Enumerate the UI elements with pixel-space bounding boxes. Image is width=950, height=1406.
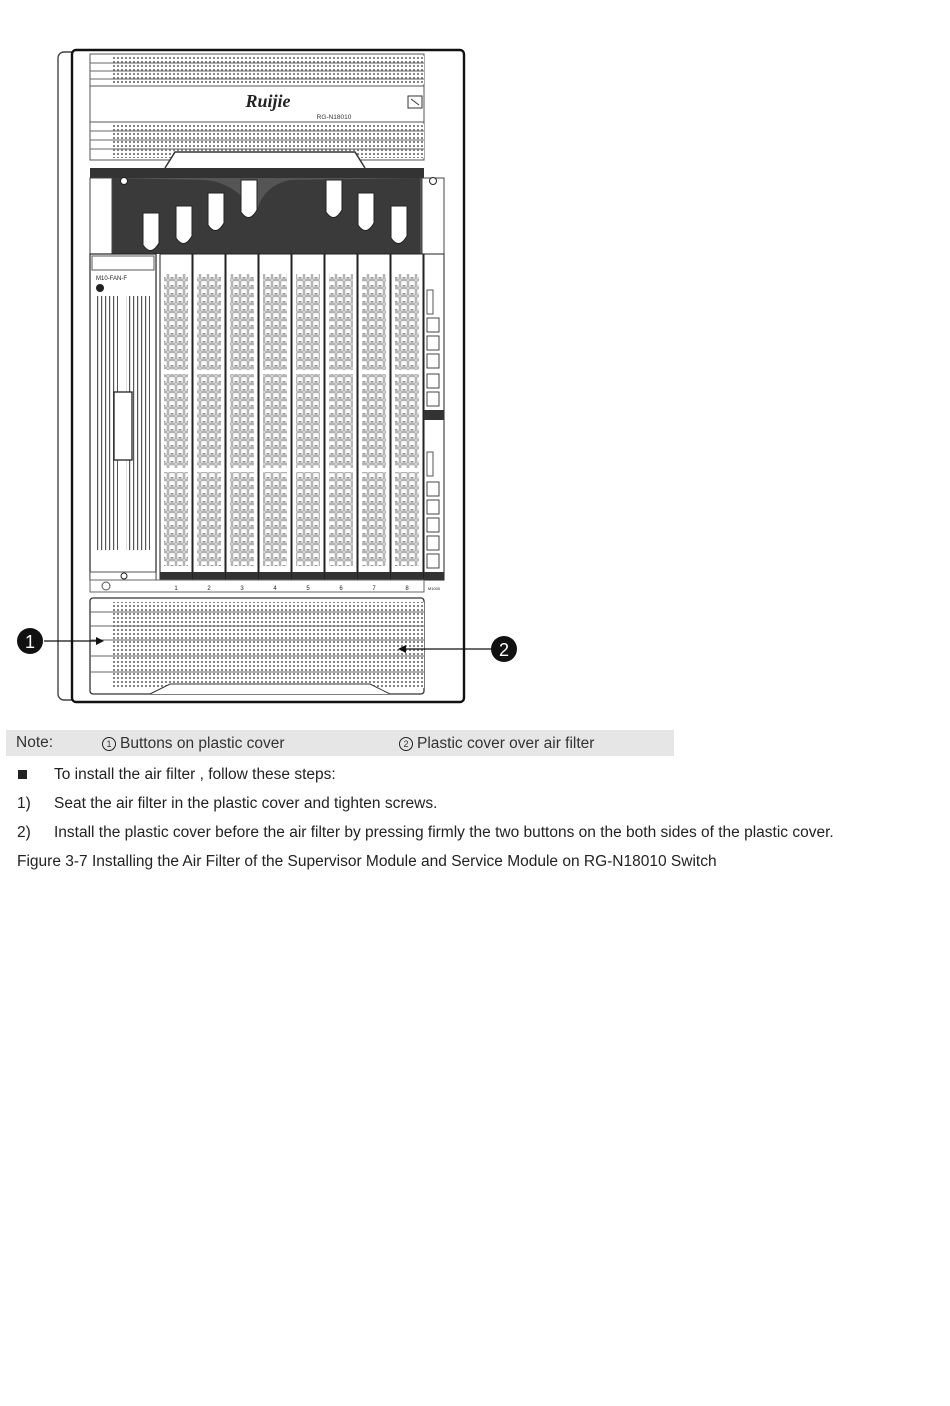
brand-logo: Ruijie	[245, 91, 291, 111]
supervisor-slot-label: M1000	[427, 586, 441, 591]
slot-number: 1	[174, 586, 178, 592]
callout-2-number: 2	[498, 640, 510, 660]
slot-number: 2	[207, 586, 211, 592]
fan-icon	[96, 284, 104, 292]
slot-number: 4	[273, 586, 277, 592]
note-item-2	[399, 735, 594, 753]
note-bar	[6, 730, 674, 756]
step-text: Install the plastic cover before the air filter by pressing firmly the two buttons on the both sides of the plastic cover.	[54, 824, 834, 841]
intro-text: To install the air filter , follow these steps:	[54, 766, 336, 783]
note-item-text: Buttons on plastic cover	[120, 735, 285, 752]
circled-number-icon: 2	[399, 737, 413, 751]
circled-number-icon: 1	[102, 737, 116, 751]
slot-number: 7	[372, 586, 376, 592]
callout-1-number: 1	[24, 632, 36, 652]
note-label: Note:	[16, 734, 54, 751]
slot-number: 3	[240, 586, 244, 592]
figure-caption: Figure 3-7 Installing the Air Filter of the Supervisor Module and Service Module on RG-N18010 Switch	[17, 853, 717, 870]
step-number: 1)	[17, 795, 31, 812]
line-card-slots	[160, 254, 423, 580]
note-item-text: Plastic cover over air filter	[417, 735, 595, 752]
slot-number: 5	[306, 586, 310, 592]
note-item-1	[102, 735, 285, 753]
slot-number: 6	[339, 586, 343, 592]
square-bullet-icon	[18, 770, 27, 779]
step-number: 2)	[17, 824, 31, 841]
fan-module-label: M10-FAN-F	[96, 276, 128, 282]
model-label: RG-N18010	[316, 114, 352, 121]
slot-number: 8	[405, 586, 409, 592]
step-text: Seat the air filter in the plastic cover and tighten screws.	[54, 795, 438, 812]
